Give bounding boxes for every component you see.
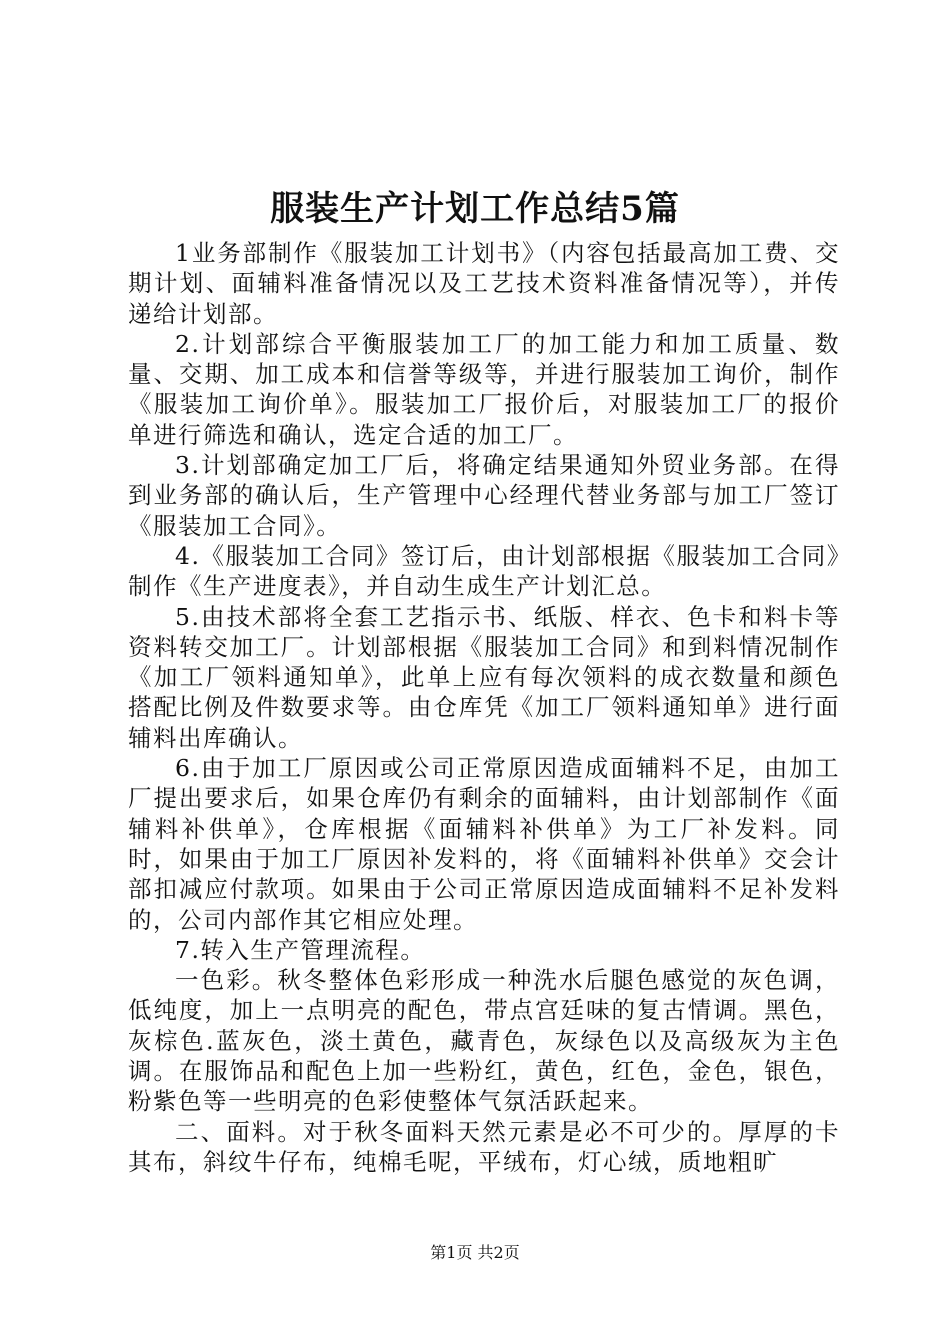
- paragraph-6: 6.由于加工厂原因或公司正常原因造成面辅料不足，由加工厂提出要求后，如果仓库仍有剩余的面辅料，由计划部制作《面辅料补供单》，仓库根据《面辅料补供单》为工厂补发料。同时，如果由于加工厂原因补发料的，将《面辅料补供单》交会计部扣减应付款项。如果由于公司正常原因造成面辅料不足补发料的，公司内部作其它相应处理。: [128, 754, 840, 934]
- paragraph-1: 1业务部制作《服装加工计划书》（内容包括最高加工费、交期计划、面辅料准备情况以及工艺技术资料准备情况等），并传递给计划部。: [128, 239, 840, 328]
- document-body: [128, 238, 840, 1177]
- paragraph-3: 3.计划部确定加工厂后，将确定结果通知外贸业务部。在得到业务部的确认后，生产管理中心经理代替业务部与加工厂签订《服装加工合同》。: [128, 451, 840, 540]
- paragraph-2: 2.计划部综合平衡服装加工厂的加工能力和加工质量、数量、交期、加工成本和信誉等级等，并进行服装加工询价，制作《服装加工询价单》。服装加工厂报价后，对服装加工厂的报价单进行筛选和确认，选定合适的加工厂。: [128, 329, 840, 449]
- paragraph-4: 4.《服装加工合同》签订后，由计划部根据《服装加工合同》制作《生产进度表》，并自动生成生产计划汇总。: [128, 541, 840, 601]
- paragraph-fabric: 二、面料。对于秋冬面料天然元素是必不可少的。厚厚的卡其布，斜纹牛仔布，纯棉毛呢，平绒布，灯心绒，质地粗旷: [128, 1117, 840, 1176]
- page-footer: 第1页 共2页: [430, 1243, 520, 1262]
- paragraph-7: 7.转入生产管理流程。: [175, 935, 426, 964]
- paragraph-5: 5.由技术部将全套工艺指示书、纸版、样衣、色卡和料卡等资料转交加工厂。计划部根据《服装加工合同》和到料情况制作《加工厂领料通知单》，此单上应有每次领料的成衣数量和颜色搭配比例及件数要求等。由仓库凭《加工厂领料通知单》进行面辅料出库确认。: [128, 602, 840, 752]
- document-title: 服装生产计划工作总结5篇: [270, 189, 680, 229]
- paragraph-color: 一色彩。秋冬整体色彩形成一种洗水后腿色感觉的灰色调，低纯度，加上一点明亮的配色，带点宫廷味的复古情调。黑色，灰棕色.蓝灰色，淡土黄色，藏青色，灰绿色以及高级灰为主色调。在服饰品和配色上加一些粉红，黄色，红色，金色，银色，粉紫色等一些明亮的色彩使整体气氛活跃起来。: [128, 966, 840, 1116]
